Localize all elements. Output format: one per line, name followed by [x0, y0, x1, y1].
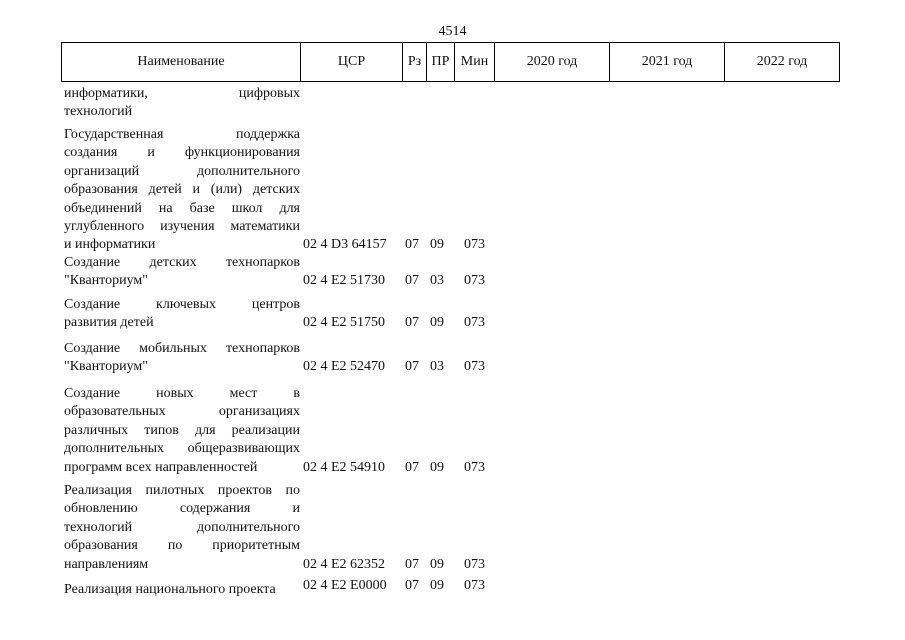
row-name — [64, 385, 300, 477]
row-min: 073 — [464, 359, 485, 375]
row-name — [64, 254, 300, 291]
row-name-line: технологий — [64, 104, 133, 120]
row-name — [64, 85, 300, 122]
header-pr: ПР — [427, 43, 455, 82]
row-name-line: и информатики — [64, 237, 156, 253]
row-name-line: обновлению содержания и — [64, 501, 300, 517]
row-name-line: программ всех направленностей — [64, 459, 258, 475]
row-name-line: образования по приоритетным — [64, 538, 300, 554]
row-name — [64, 126, 300, 255]
header-2020: 2020 год — [495, 43, 610, 82]
row-min: 073 — [464, 578, 485, 593]
row-csr: 02 4 D3 64157 — [303, 237, 387, 253]
row-rz: 07 — [405, 315, 419, 331]
row-rz: 07 — [405, 556, 419, 572]
row-name-line: Государственная поддержка — [64, 127, 300, 142]
row-min: 073 — [464, 273, 485, 289]
row-pr: 09 — [430, 315, 444, 331]
row-name — [64, 482, 300, 574]
row-rz: 07 — [405, 237, 419, 253]
row-pr: 09 — [430, 459, 444, 475]
row-min: 073 — [464, 556, 485, 572]
row-rz: 07 — [405, 359, 419, 375]
row-pr: 09 — [430, 578, 444, 593]
row-name-line: создания и функционирования — [64, 145, 300, 161]
row-pr: 09 — [430, 556, 444, 572]
row-name-line: развития детей — [64, 315, 154, 331]
row-min: 073 — [464, 459, 485, 475]
row-name-line: объединений на базе школ для — [64, 200, 300, 216]
row-name-line: Реализация национального проекта — [64, 582, 276, 597]
row-name-line: организаций дополнительного — [64, 163, 300, 179]
row-name-line: технологий дополнительного — [64, 519, 300, 535]
row-name-line: углубленного изучения математики — [64, 219, 300, 235]
row-pr: 03 — [430, 359, 444, 375]
row-min: 073 — [464, 237, 485, 253]
row-name-line: Создание мобильных технопарков — [64, 341, 300, 356]
row-csr: 02 4 E2 52470 — [303, 359, 386, 375]
header-name: Наименование — [62, 43, 301, 82]
row-pr: 09 — [430, 237, 444, 253]
row-csr: 02 4 E2 51750 — [303, 315, 386, 331]
row-name-line: дополнительных общеразвивающих — [64, 441, 300, 457]
header-csr: ЦСР — [301, 43, 403, 82]
row-name-line: Создание ключевых центров — [64, 297, 300, 312]
row-csr: 02 4 E2 62352 — [303, 556, 386, 572]
row-rz: 07 — [405, 459, 419, 475]
row-rz: 07 — [405, 273, 419, 289]
row-name-line: Создание новых мест в — [64, 386, 300, 401]
row-name-line: образовательных организациях — [64, 404, 300, 420]
row-csr: 02 4 E2 54910 — [303, 459, 386, 475]
row-name-line: образования детей и (или) детских — [64, 182, 300, 198]
header-min: Мин — [455, 43, 495, 82]
row-csr: 02 4 E2 E0000 — [303, 578, 387, 593]
header-2022: 2022 год — [725, 43, 840, 82]
header-2021: 2021 год — [610, 43, 725, 82]
row-name-line: Создание детских технопарков — [64, 255, 300, 270]
row-csr: 02 4 E2 51730 — [303, 273, 386, 289]
row-name — [64, 340, 300, 377]
row-pr: 03 — [430, 273, 444, 289]
row-name-line: направлениям — [64, 556, 149, 572]
row-min: 073 — [464, 315, 485, 331]
row-name-line: "Кванториум" — [64, 359, 148, 375]
row-name-line: Реализация пилотных проектов по — [64, 483, 300, 498]
row-name-line: различных типов для реализации — [64, 422, 300, 438]
row-name-line: "Кванториум" — [64, 273, 148, 289]
page-number: 4514 — [438, 24, 467, 39]
row-name-line: информатики, цифровых — [64, 86, 300, 101]
row-rz: 07 — [405, 578, 419, 593]
row-name — [64, 296, 300, 333]
row-name — [64, 581, 300, 599]
table-header — [61, 42, 840, 82]
header-rz: Рз — [403, 43, 427, 82]
